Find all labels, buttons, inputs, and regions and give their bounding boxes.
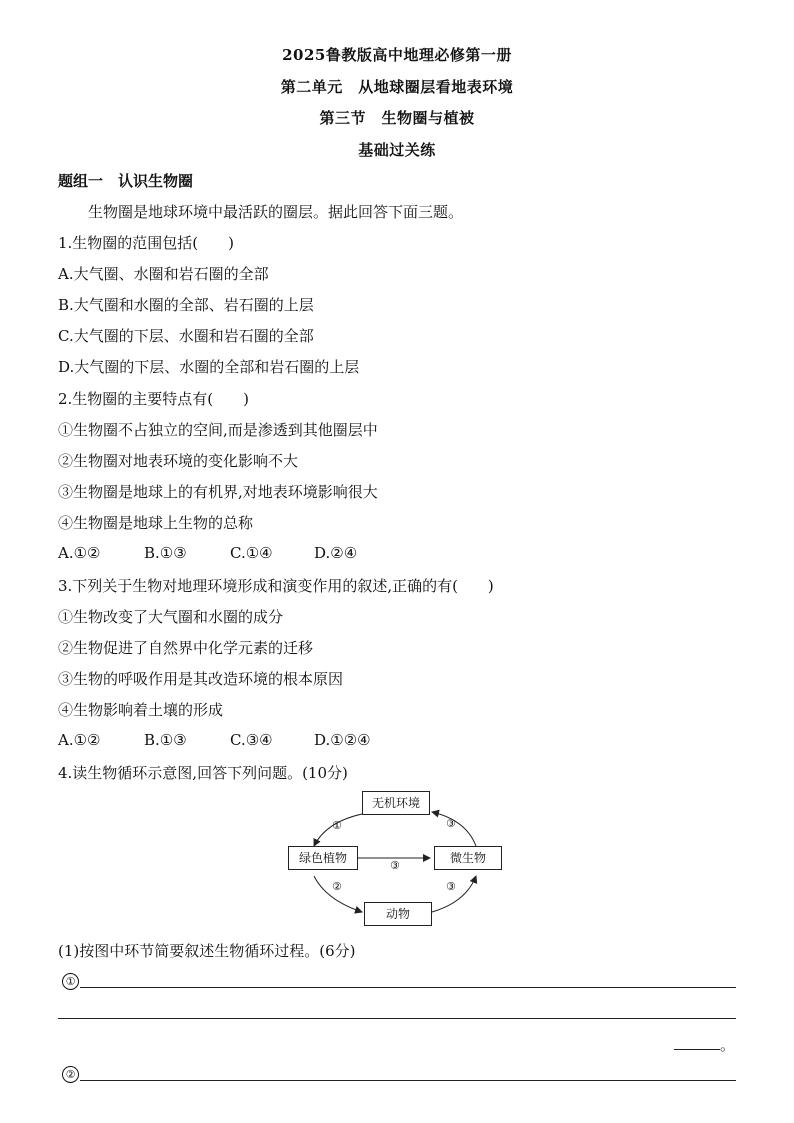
answer-2-marker [62,1064,81,1083]
question-2-choice-b[interactable]: B.①③ [144,544,187,562]
question-3-stem: 3.下列关于生物对地理环境形成和演变作用的叙述,正确的有( ) [58,577,494,595]
answer-1-line-1[interactable] [80,987,736,988]
group-intro: 生物圈是地球环境中最活跃的圈层。据此回答下面三题。 [88,203,464,221]
question-1-stem: 1.生物圈的范围包括( ) [58,234,235,252]
answer-2-line-1[interactable] [80,1080,736,1081]
answer-1-line-3[interactable] [674,1049,720,1050]
question-3-choices [58,731,371,749]
question-2-choice-d[interactable]: D.②④ [314,544,358,562]
label-arrow-3-bottom: ③ [446,880,456,893]
question-3-item-1: ①生物改变了大气圈和水圈的成分 [58,608,284,626]
label-arrow-3-middle: ③ [390,859,400,872]
answer-1-line-2[interactable] [58,1018,736,1019]
question-2-item-3: ③生物圈是地球上的有机界,对地表环境影响很大 [58,483,378,501]
question-1-option-a[interactable]: A.大气圈、水圈和岩石圈的全部 [58,265,269,283]
question-2-item-2: ②生物圈对地表环境的变化影响不大 [58,452,299,470]
question-4-stem: 4.读生物循环示意图,回答下列问题。(10分) [58,764,348,782]
section-title: 第三节 生物圈与植被 [319,109,475,127]
group-title: 题组一 认识生物圈 [58,172,194,190]
unit-title: 第二单元 从地球圈层看地表环境 [280,78,514,96]
answer-1-number: ① [62,973,79,990]
question-3-choice-c[interactable]: C.③④ [230,731,273,749]
question-3-choice-d[interactable]: D.①②④ [314,731,371,749]
node-microbes: 微生物 [434,846,502,870]
answer-1-marker [62,971,81,990]
node-animals: 动物 [364,902,432,926]
question-3-item-3: ③生物的呼吸作用是其改造环境的根本原因 [58,670,344,688]
label-arrow-3-top: ③ [446,817,456,830]
question-1-option-d[interactable]: D.大气圈的下层、水圈的全部和岩石圈的上层 [58,358,360,376]
question-1-option-c[interactable]: C.大气圈的下层、水圈和岩石圈的全部 [58,327,314,345]
label-arrow-2: ② [332,880,342,893]
answer-2-number: ② [62,1066,79,1083]
question-3-choice-b[interactable]: B.①③ [144,731,187,749]
question-3-item-4: ④生物影响着土壤的形成 [58,701,224,719]
question-2-choice-a[interactable]: A.①② [58,544,101,562]
document-title: 2025鲁教版高中地理必修第一册 [282,46,512,64]
bio-cycle-diagram [280,788,510,928]
question-3-item-2: ②生物促进了自然界中化学元素的迁移 [58,639,314,657]
answer-1-end-mark: 。 [720,1036,736,1054]
question-1-option-b[interactable]: B.大气圈和水圈的全部、岩石圈的上层 [58,296,314,314]
practice-subtitle: 基础过关练 [358,141,436,159]
question-3-choice-a[interactable]: A.①② [58,731,101,749]
question-2-item-4: ④生物圈是地球上生物的总称 [58,514,254,532]
question-2-choice-c[interactable]: C.①④ [230,544,273,562]
question-2-stem: 2.生物圈的主要特点有( ) [58,390,250,408]
label-arrow-1: ① [332,819,342,832]
question-4-sub-1: (1)按图中环节简要叙述生物循环过程。(6分) [58,942,356,960]
node-inorganic-environment: 无机环境 [362,791,430,815]
question-2-item-1: ①生物圈不占独立的空间,而是渗透到其他圈层中 [58,421,378,439]
node-green-plants: 绿色植物 [288,846,358,870]
question-2-choices [58,544,357,562]
